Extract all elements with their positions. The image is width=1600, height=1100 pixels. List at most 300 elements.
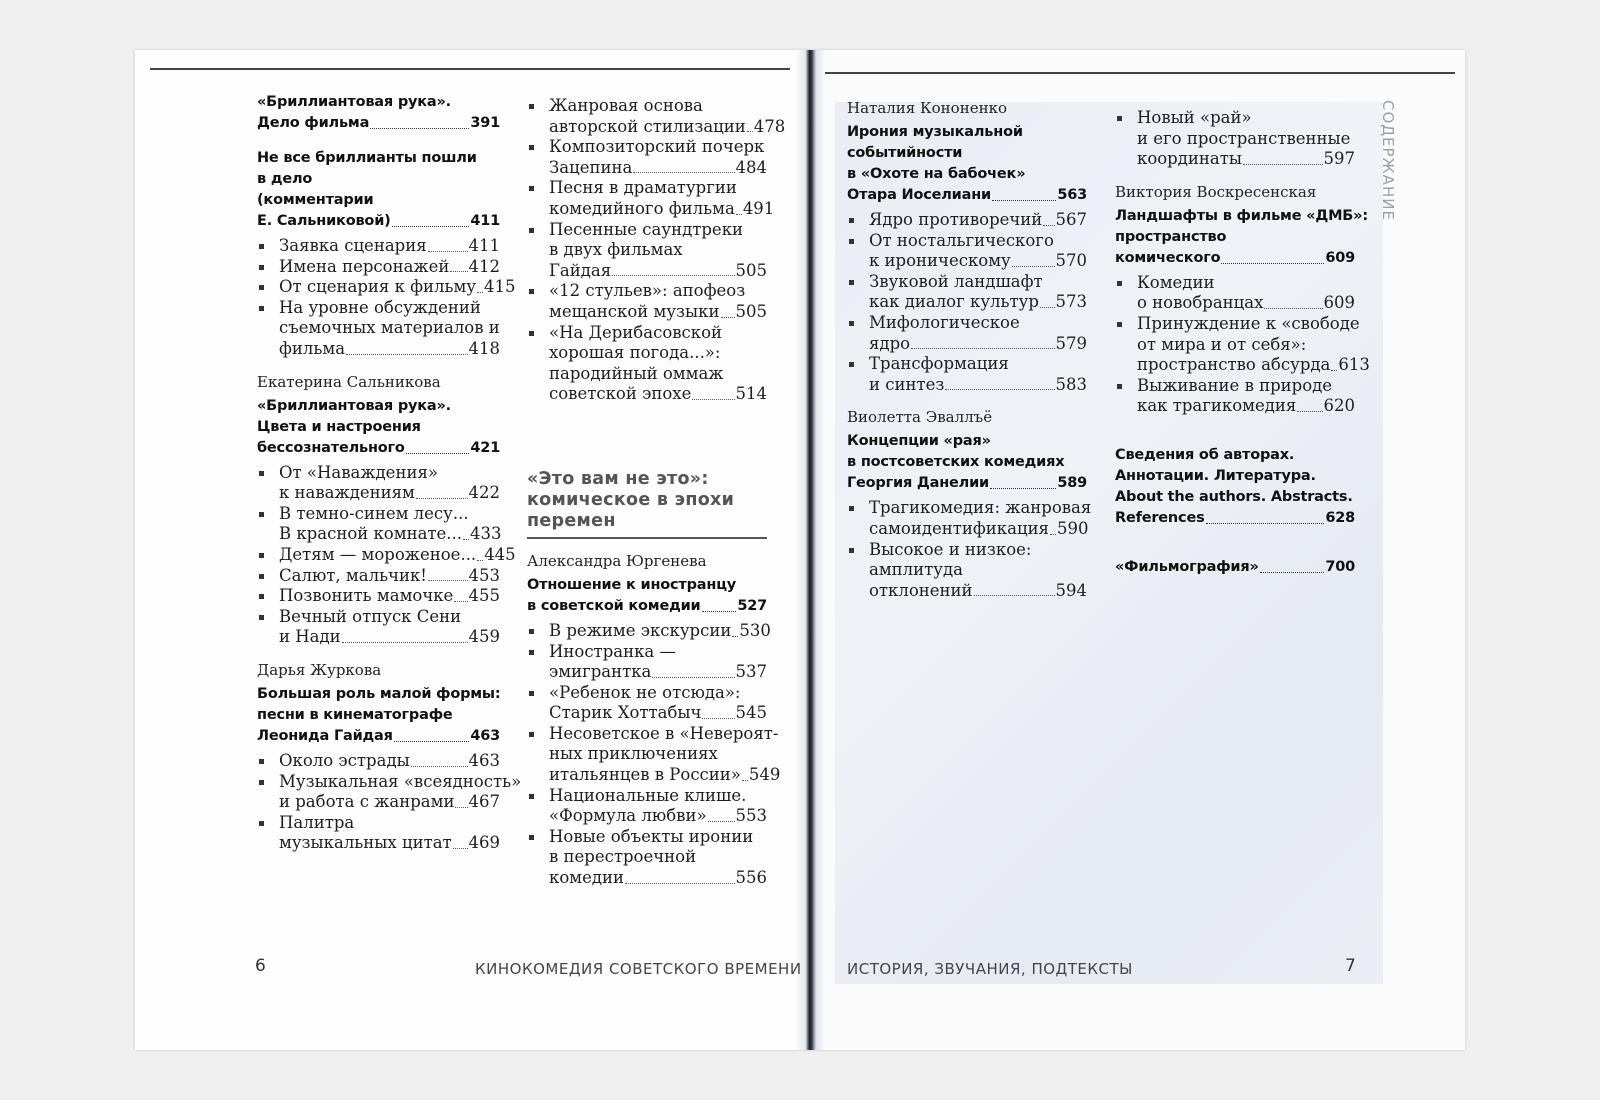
subsection-list (1115, 108, 1355, 170)
line-text: Е. Сальниковой) (257, 213, 391, 229)
toc-line (1137, 129, 1355, 150)
line-text: и его пространственные (1137, 128, 1351, 148)
toc-line (549, 620, 771, 642)
toc-line (279, 566, 500, 587)
line-text: комедии (549, 868, 624, 888)
line-text: Трансформация (869, 354, 1009, 374)
toc-line (1137, 376, 1355, 397)
toc-line (549, 281, 767, 302)
page-ref: 467 (468, 792, 500, 812)
dot-leader (702, 718, 734, 719)
line-text: Георгия Данелии (847, 475, 990, 492)
toc-line (1137, 108, 1355, 129)
toc-line (549, 744, 767, 765)
toc-line (847, 452, 1087, 473)
line-text: В красной комнате... (279, 524, 463, 544)
page-ref: 463 (470, 727, 500, 744)
line-text: мещанской музыки (549, 301, 720, 321)
spacer (1115, 543, 1355, 557)
line-text: На уровне обсуждений (279, 297, 481, 317)
line-text: самоидентификация (869, 518, 1049, 538)
line-text: хорошая погода...»: (549, 343, 721, 363)
line-text: и Нади (279, 627, 341, 647)
line-text: Палитра (279, 812, 355, 832)
line-text: «Формула любви» (549, 806, 707, 826)
toc-line (279, 339, 500, 360)
toc-line (279, 483, 500, 504)
chapter-title (1115, 445, 1355, 529)
page-ref: 589 (1057, 475, 1087, 492)
subsection-item (257, 236, 500, 257)
dot-leader (1050, 534, 1056, 535)
page-ref: 484 (735, 157, 767, 177)
line-text: песни в кинематографе (257, 706, 453, 723)
subsection-item (257, 813, 500, 854)
line-text: Заявка сценария (279, 236, 427, 255)
toc-line (549, 786, 767, 807)
dot-leader (1260, 572, 1325, 573)
dot-leader (1206, 523, 1325, 524)
toc-line (279, 524, 500, 545)
page-ref: 514 (735, 384, 767, 404)
author-name: Наталия Кононенко (847, 99, 1007, 117)
page-ref: 700 (1325, 558, 1355, 575)
toc-line (847, 185, 1087, 206)
line-text: Отношение к иностранцу (527, 576, 737, 593)
toc-line (1137, 313, 1360, 335)
toc-line (1115, 557, 1355, 578)
page-ref: 433 (470, 524, 502, 544)
dot-leader (450, 271, 467, 272)
dot-leader (945, 389, 1054, 390)
dot-leader (454, 601, 467, 602)
line-text: Ландшафты в фильме «ДМБ»: (1115, 207, 1368, 224)
line-text: в двух фильмах (549, 240, 683, 260)
toc-line (1115, 487, 1355, 508)
toc-line (1115, 248, 1355, 269)
dot-leader (702, 611, 737, 612)
toc-line (847, 473, 1087, 494)
page-ref: 391 (470, 115, 500, 131)
toc-line (257, 396, 500, 417)
chapter-title (847, 122, 1087, 206)
book-gutter (795, 50, 825, 1050)
page-ref: 620 (1323, 396, 1355, 416)
line-text: Комедии (1137, 272, 1215, 292)
line-text: событийности (847, 145, 963, 161)
subsection-item (847, 313, 1087, 354)
subsection-item (527, 827, 767, 889)
line-text: съемочных материалов и (279, 318, 500, 338)
line-text: Новые объекты иронии (549, 826, 754, 846)
dot-leader (416, 498, 468, 499)
chapter-title (847, 431, 1087, 494)
line-text: и синтез (869, 374, 945, 394)
toc-line (549, 847, 767, 868)
toc-line (257, 190, 500, 211)
page-ref: 613 (1338, 355, 1370, 375)
dot-leader (428, 251, 468, 252)
dot-leader (1221, 263, 1324, 264)
toc-line (869, 498, 1092, 519)
toc-line (869, 334, 1087, 355)
line-text: эмигрантка (549, 662, 652, 682)
toc-line (549, 158, 767, 179)
page-ref: 579 (1055, 333, 1087, 353)
toc-line (549, 343, 767, 364)
toc-line (279, 833, 500, 854)
line-text: итальянцев в России» (549, 765, 741, 785)
page-ref: 453 (468, 565, 500, 585)
line-text: музыкальных цитат (279, 833, 452, 853)
toc-line (257, 726, 500, 747)
subsection-item (1115, 376, 1355, 417)
spacer (257, 134, 500, 148)
toc-line (847, 431, 1087, 452)
subsection-item (527, 786, 767, 827)
toc-line (257, 169, 500, 190)
dot-leader (394, 741, 470, 742)
line-text: Жанровая основа (549, 96, 703, 115)
toc-column-4 (1115, 92, 1370, 578)
toc-line (279, 277, 516, 298)
running-footer-left: КИНОКОМЕДИЯ СОВЕТСКОГО ВРЕМЕНИ (475, 960, 802, 978)
toc-line (279, 298, 500, 319)
subsection-item (527, 723, 781, 786)
toc-line (549, 240, 767, 261)
line-text: координаты (1137, 149, 1242, 169)
toc-line (257, 417, 500, 438)
toc-line (869, 292, 1087, 313)
toc-line (1115, 227, 1355, 248)
toc-line (549, 723, 779, 745)
line-text: от мира и от себя»: (1137, 334, 1307, 354)
page-ref: 415 (484, 277, 516, 297)
page-ref: 609 (1325, 249, 1355, 266)
line-text: фильма (279, 338, 346, 358)
toc-line (279, 236, 500, 257)
line-text: и работа с жанрами (279, 792, 455, 812)
line-text: Композиторский почерк (549, 137, 765, 157)
line-text: амплитуда (869, 560, 963, 580)
subsection-item (847, 540, 1087, 602)
chapter-title (527, 575, 767, 617)
toc-line (549, 178, 767, 199)
chapter-title (1115, 206, 1368, 269)
line-text: От сценария к фильму (279, 277, 477, 297)
toc-line (549, 220, 767, 241)
toc-line (847, 143, 1087, 164)
line-text: отклонений (869, 580, 973, 600)
line-text: Высокое и низкое: (869, 539, 1032, 559)
line-text: в «Охоте на бабочек» (847, 166, 1026, 182)
page-ref: 628 (1325, 509, 1355, 526)
dot-leader (1297, 411, 1322, 412)
line-text: Несоветское в «Невероят- (549, 723, 779, 743)
toc-line (847, 164, 1087, 185)
line-text: о новобранцах (1137, 293, 1264, 313)
subsection-list (527, 96, 786, 405)
line-text: авторской стилизации (549, 116, 746, 136)
author-name: Екатерина Сальникова (257, 372, 441, 391)
page-ref: 469 (468, 833, 500, 853)
toc-line (869, 560, 1087, 581)
page-ref: 556 (735, 868, 767, 888)
toc-line (847, 122, 1087, 143)
toc-line (257, 705, 500, 726)
line-text: Песня в драматургии (549, 178, 737, 198)
line-text: Мифологическое (869, 312, 1020, 332)
dot-leader (612, 275, 734, 276)
toc-line (1137, 293, 1355, 314)
dot-leader (455, 807, 467, 808)
toc-line (1137, 335, 1355, 356)
page-ref: 590 (1056, 518, 1089, 538)
line-text: как трагикомедия (1137, 396, 1297, 416)
line-text: Музыкальная «всеядность» (279, 771, 522, 791)
toc-line (869, 210, 1087, 231)
toc-line (549, 683, 767, 704)
toc-line (869, 272, 1087, 293)
spacer (1115, 431, 1355, 445)
toc-line (549, 323, 767, 344)
line-text: ядро (869, 333, 911, 353)
author-name: Виолетта Эваллъё (847, 408, 993, 427)
subsection-item (527, 642, 767, 683)
chapter-title (257, 92, 500, 134)
subsection-item (257, 257, 500, 278)
line-text: Большая роль малой формы: (257, 685, 501, 702)
page-ref: 478 (753, 116, 786, 136)
dot-leader (652, 677, 734, 678)
top-rule-left (150, 68, 790, 70)
toc-line (869, 231, 1087, 252)
line-text: «12 стульев»: апофеоз (549, 281, 746, 301)
toc-line (549, 868, 767, 889)
line-text: Национальные клише. (549, 785, 747, 805)
toc-line (869, 251, 1087, 272)
dot-leader (1243, 164, 1323, 165)
subsection-item (1115, 273, 1355, 314)
dot-leader (633, 172, 734, 173)
toc-line (1115, 206, 1368, 227)
toc-line (549, 765, 781, 786)
toc-line (279, 813, 500, 834)
page-ref: 563 (1057, 187, 1087, 203)
toc-line (549, 137, 767, 158)
author-name: Виктория Воскресенская (1115, 182, 1317, 201)
toc-line (279, 586, 500, 607)
section-heading-line: перемен (527, 510, 616, 531)
page-ref: 421 (470, 439, 500, 456)
dot-leader (477, 560, 483, 561)
line-text: От «Наваждения» (279, 462, 438, 482)
toc-line (1115, 445, 1355, 466)
toc-line (549, 806, 767, 827)
toc-line (279, 463, 500, 484)
toc-line (279, 318, 500, 339)
line-text: Сведения об авторах. (1115, 446, 1295, 463)
line-text: Дело фильма (257, 115, 370, 131)
toc-line (549, 364, 767, 385)
page-ref: 530 (739, 620, 771, 640)
line-text: советской эпохе (549, 384, 692, 404)
dot-leader (411, 766, 468, 767)
line-text: «Фильмография» (1115, 558, 1259, 575)
toc-column-3 (847, 92, 1092, 601)
toc-line (549, 827, 767, 848)
toc-line (279, 771, 522, 793)
subsection-item (527, 137, 767, 178)
line-text: к наваждениям (279, 483, 415, 503)
dot-leader (990, 488, 1056, 489)
toc-line (869, 540, 1087, 561)
page-ref: 545 (735, 703, 767, 723)
toc-line (1137, 149, 1355, 170)
subsection-item (527, 96, 786, 137)
line-text: Отара Иоселиани (847, 187, 991, 203)
line-text: Не все бриллианты пошли (257, 150, 477, 166)
line-text: комедийного фильма (549, 198, 735, 218)
subsection-item (257, 566, 500, 587)
page-ref: 411 (468, 236, 500, 255)
line-text: (комментарии (257, 192, 374, 208)
dot-leader (747, 131, 753, 132)
line-text: комического (1115, 249, 1221, 266)
dot-leader (370, 128, 469, 129)
toc-line (279, 751, 500, 772)
dot-leader (463, 539, 469, 540)
dot-leader (342, 642, 468, 643)
subsection-item (257, 463, 500, 504)
line-text: пространство абсурда (1137, 355, 1331, 375)
toc-line (257, 113, 500, 134)
toc-line (279, 257, 500, 278)
dot-leader (911, 348, 1054, 349)
dot-leader (742, 780, 748, 781)
spacer (1115, 529, 1355, 543)
spacer (1115, 417, 1355, 431)
line-text: как диалог культур (869, 292, 1039, 312)
top-rule-right (825, 72, 1455, 74)
line-text: «На Дерибасовской (549, 322, 723, 342)
line-text: Трагикомедия: жанровая (869, 498, 1092, 518)
line-text: В режиме экскурсии (549, 620, 732, 640)
subsection-item (527, 323, 767, 405)
page-ref: 463 (468, 750, 500, 770)
toc-line (257, 211, 500, 232)
subsection-item (847, 498, 1092, 539)
subsection-item (257, 586, 500, 607)
chapter-title (257, 684, 500, 747)
toc-line (549, 384, 767, 405)
page-ref: 412 (468, 256, 500, 276)
toc-line (279, 627, 500, 648)
toc-line (869, 375, 1087, 396)
line-text: Ирония музыкальной (847, 124, 1023, 140)
line-text: About the authors. Abstracts. (1115, 488, 1353, 505)
subsection-item (527, 220, 767, 282)
subsection-item (527, 178, 775, 219)
subsection-item (257, 277, 516, 298)
page-ref: 583 (1055, 374, 1087, 394)
chapter-title (1115, 557, 1355, 578)
toc-line (257, 438, 500, 459)
page-ref: 422 (468, 483, 500, 503)
dot-leader (974, 595, 1055, 596)
subsection-list (257, 236, 516, 360)
chapter-title (257, 396, 500, 459)
toc-line (279, 544, 516, 566)
page-ref: 505 (735, 301, 767, 321)
toc-line (257, 684, 500, 705)
subsection-item (847, 231, 1087, 272)
toc-line (527, 596, 767, 617)
line-text: Ядро противоречий (869, 210, 1043, 229)
toc-line (869, 313, 1087, 334)
dot-leader (692, 399, 734, 400)
dot-leader (1264, 308, 1322, 309)
line-text: Аннотации. Литература. (1115, 467, 1316, 484)
dot-leader (477, 292, 483, 293)
subsection-list (527, 620, 781, 889)
toc-column-1 (257, 92, 522, 854)
subsection-list (1115, 272, 1370, 417)
author-name: Дарья Журкова (257, 660, 382, 679)
page-ref: 411 (470, 213, 500, 229)
toc-line (549, 198, 775, 220)
subsection-list (257, 750, 522, 854)
toc-line (257, 92, 500, 113)
line-text: пространство (1115, 228, 1227, 245)
page-number-right: 7 (1345, 956, 1356, 976)
subsection-list (847, 498, 1092, 601)
toc-line (1137, 355, 1370, 376)
toc-line (869, 581, 1087, 602)
line-text: Имена персонажей (279, 256, 450, 276)
dot-leader (428, 580, 468, 581)
dot-leader (721, 317, 735, 318)
toc-line (869, 519, 1087, 540)
line-text: Детям — мороженое... (279, 544, 477, 564)
line-text: к ироническому (869, 251, 1011, 271)
toc-line (1137, 273, 1355, 294)
line-text: Позвонить мамочке (279, 586, 454, 606)
line-text: Песенные саундтреки (549, 219, 744, 239)
page-ref: 553 (735, 806, 767, 826)
dot-leader (1331, 370, 1337, 371)
dot-leader (346, 354, 467, 355)
toc-line (1115, 466, 1355, 487)
line-text: Новый «рай» (1137, 108, 1252, 127)
page-ref: 537 (735, 662, 767, 682)
subsection-item (257, 298, 500, 360)
dot-leader (453, 848, 468, 849)
page-ref: 609 (1323, 293, 1355, 313)
dot-leader (1043, 225, 1054, 226)
page-ref: 573 (1055, 292, 1087, 312)
line-text: Выживание в природе (1137, 375, 1333, 395)
subsection-item (527, 683, 767, 724)
subsection-item (257, 504, 500, 545)
dot-leader (708, 821, 735, 822)
toc-line (279, 792, 500, 813)
subsection-item (257, 771, 522, 813)
line-text: Старик Хоттабыч (549, 703, 702, 723)
toc-line (549, 642, 767, 663)
line-text: Принуждение к «свободе (1137, 313, 1360, 333)
page-ref: 527 (737, 597, 767, 614)
